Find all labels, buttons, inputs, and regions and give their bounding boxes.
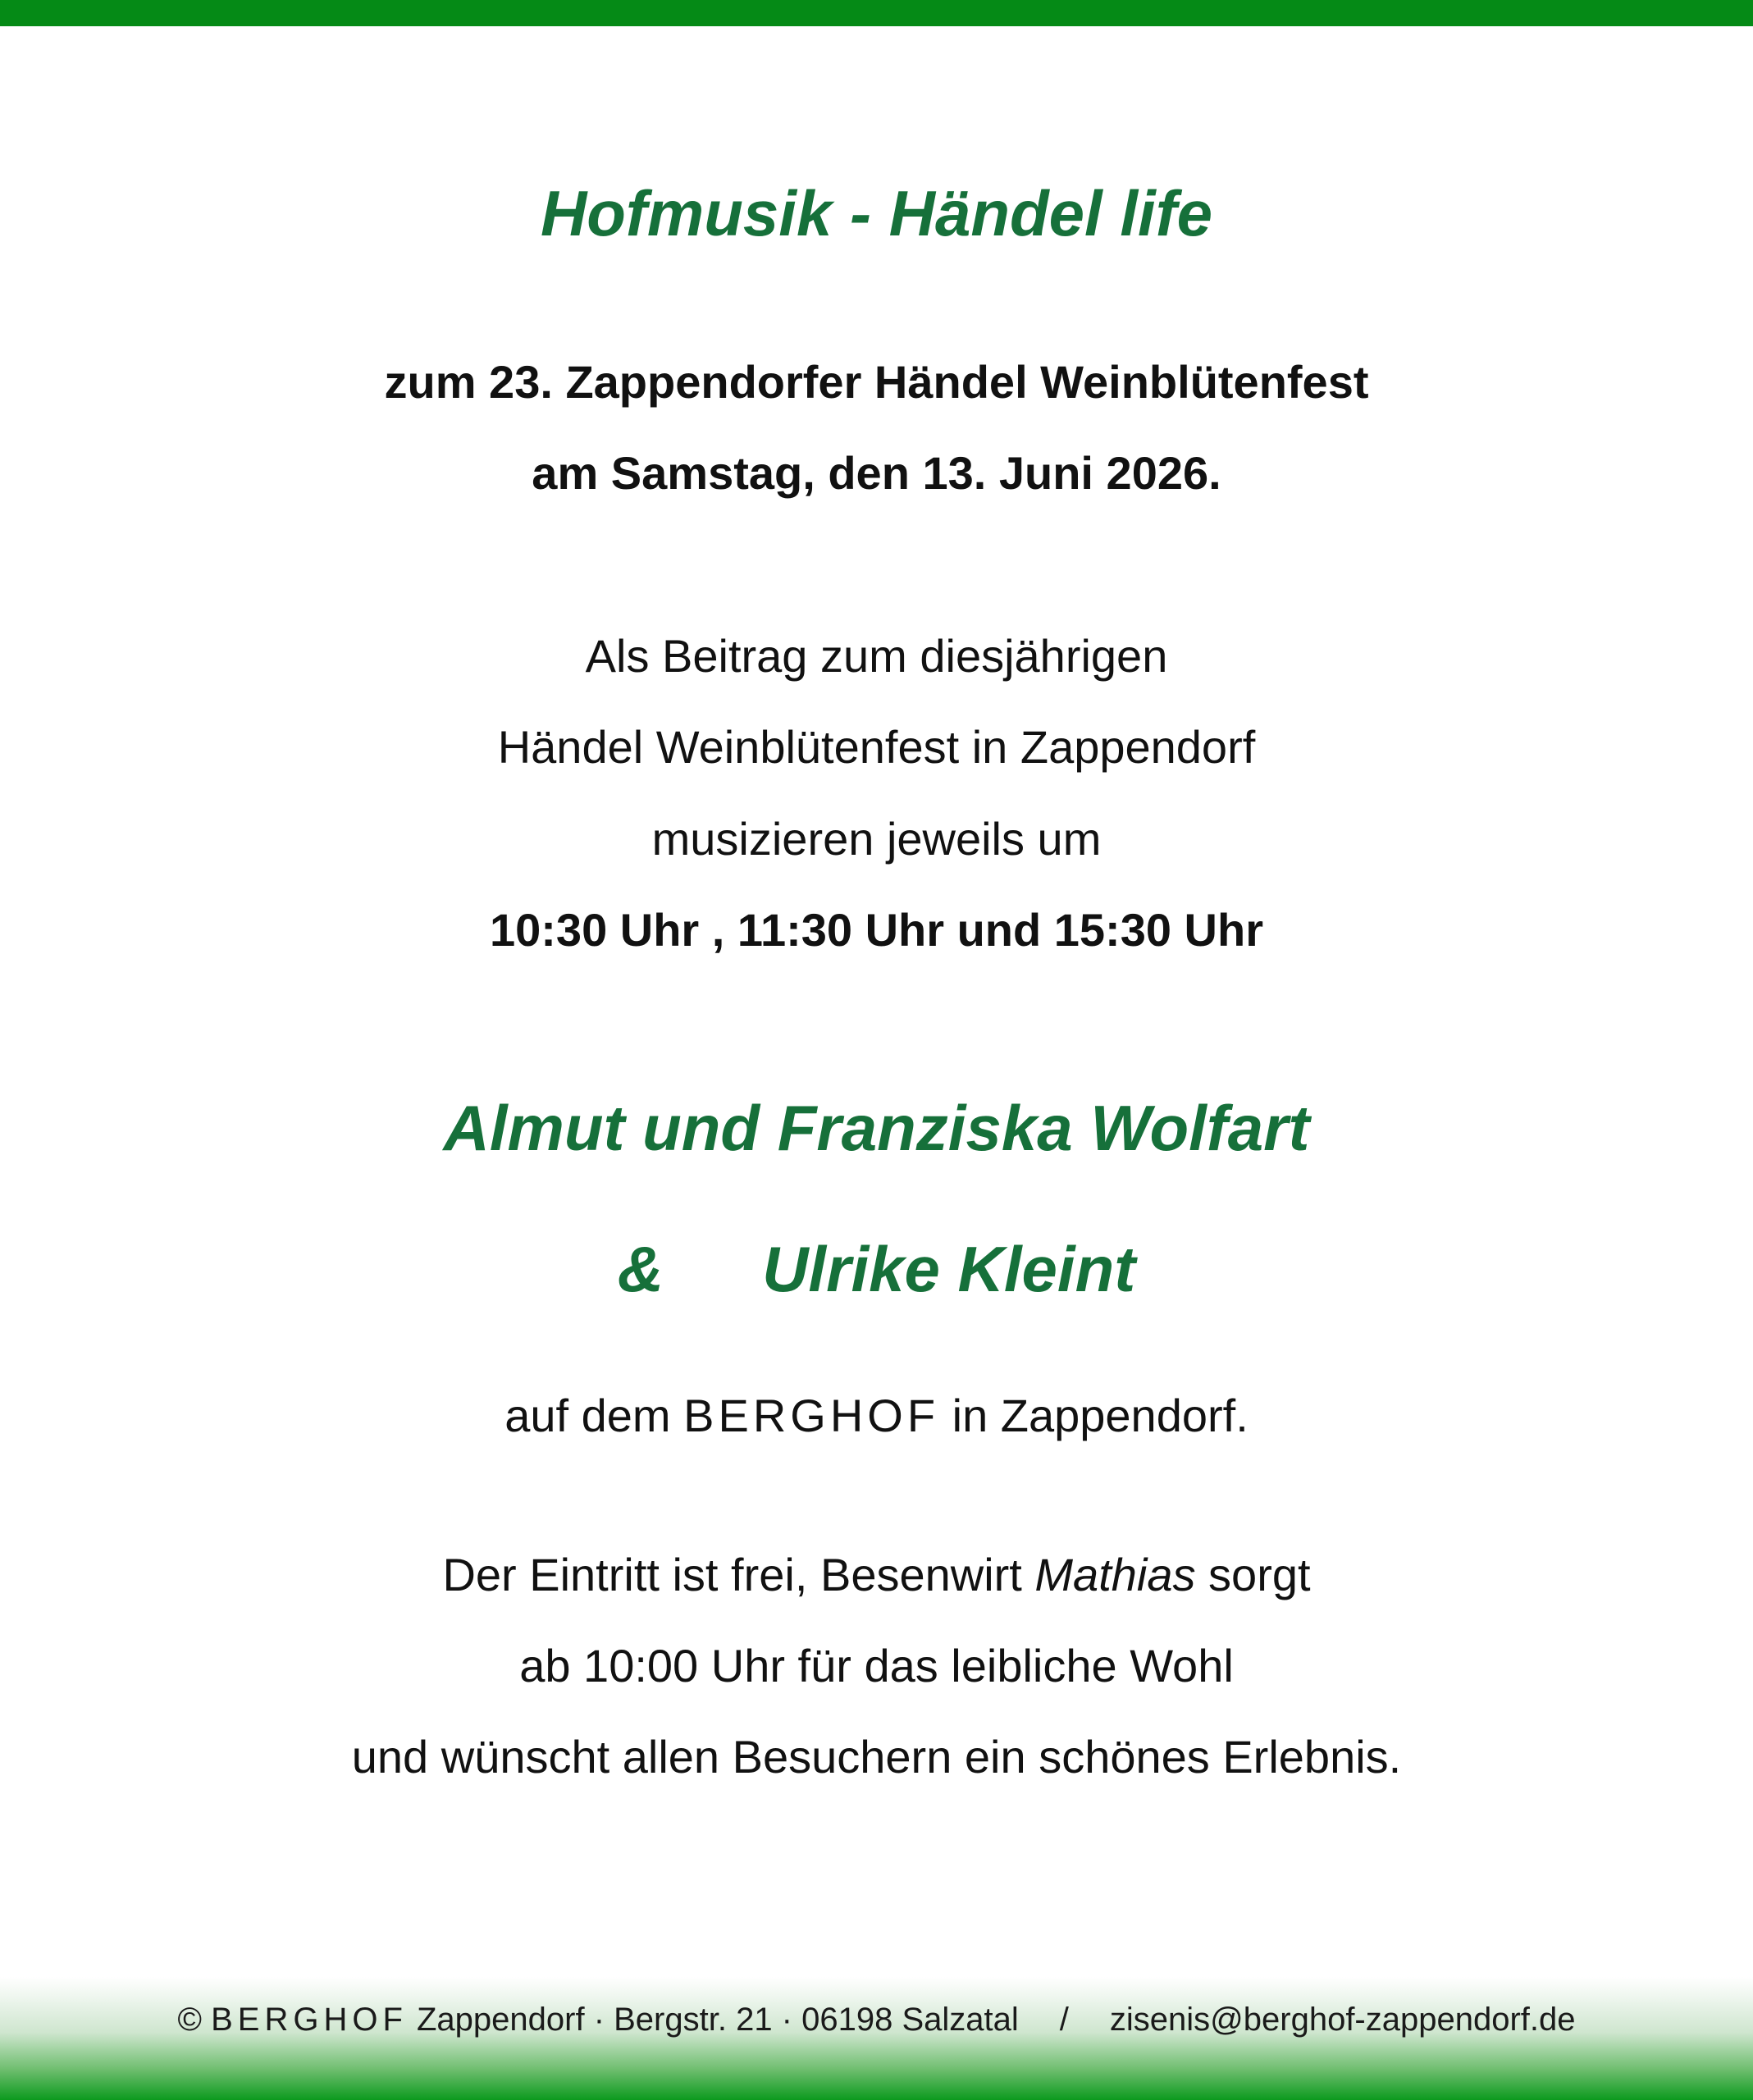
ampersand: & bbox=[617, 1233, 664, 1305]
entry-prefix: Der Eintritt ist frei, Besenwirt bbox=[442, 1549, 1035, 1600]
intro-line-1: Als Beitrag zum diesjährigen bbox=[585, 630, 1168, 682]
entry-line-3: und wünscht allen Besuchern ein schönes Erlebnis. bbox=[351, 1731, 1402, 1783]
venue-line bbox=[0, 1389, 1753, 1442]
entry-line-2: ab 10:00 Uhr für das leibliche Wohl bbox=[519, 1640, 1234, 1691]
venue-brand: BERGHOF bbox=[683, 1390, 940, 1441]
intro-line-3: musizieren jeweils um bbox=[651, 813, 1102, 865]
footer-address: Zappendorf · Bergstr. 21 · 06198 Salzatal bbox=[407, 2002, 1019, 2038]
artist-name: Ulrike Kleint bbox=[762, 1233, 1136, 1305]
copyright-symbol: © bbox=[177, 2002, 212, 2038]
footer-brand: BERGHOF bbox=[211, 2002, 408, 2038]
artists-line-2 bbox=[0, 1232, 1753, 1307]
entry-line-1 bbox=[0, 1548, 1753, 1601]
entry-suffix: sorgt bbox=[1195, 1549, 1311, 1600]
host-name: Mathias bbox=[1034, 1549, 1196, 1600]
event-occasion: zum 23. Zappendorfer Händel Weinblütenfest bbox=[384, 356, 1369, 408]
venue-suffix: in Zappendorf. bbox=[939, 1390, 1249, 1441]
performance-times: 10:30 Uhr , 11:30 Uhr und 15:30 Uhr bbox=[489, 904, 1263, 956]
artists-line-1: Almut und Franziska Wolfart bbox=[443, 1092, 1310, 1164]
footer-contact bbox=[0, 2002, 1753, 2038]
venue-prefix: auf dem bbox=[504, 1390, 684, 1441]
intro-line-2: Händel Weinblütenfest in Zappendorf bbox=[497, 721, 1256, 773]
page-title: Hofmusik - Händel life bbox=[540, 177, 1213, 249]
footer-email[interactable]: zisenis@berghof-zappendorf.de bbox=[1109, 2002, 1576, 2038]
top-accent-bar bbox=[0, 0, 1753, 26]
footer-gradient-band bbox=[0, 1977, 1753, 2100]
footer-separator: / bbox=[1059, 2002, 1069, 2038]
event-date: am Samstag, den 13. Juni 2026. bbox=[532, 447, 1221, 499]
